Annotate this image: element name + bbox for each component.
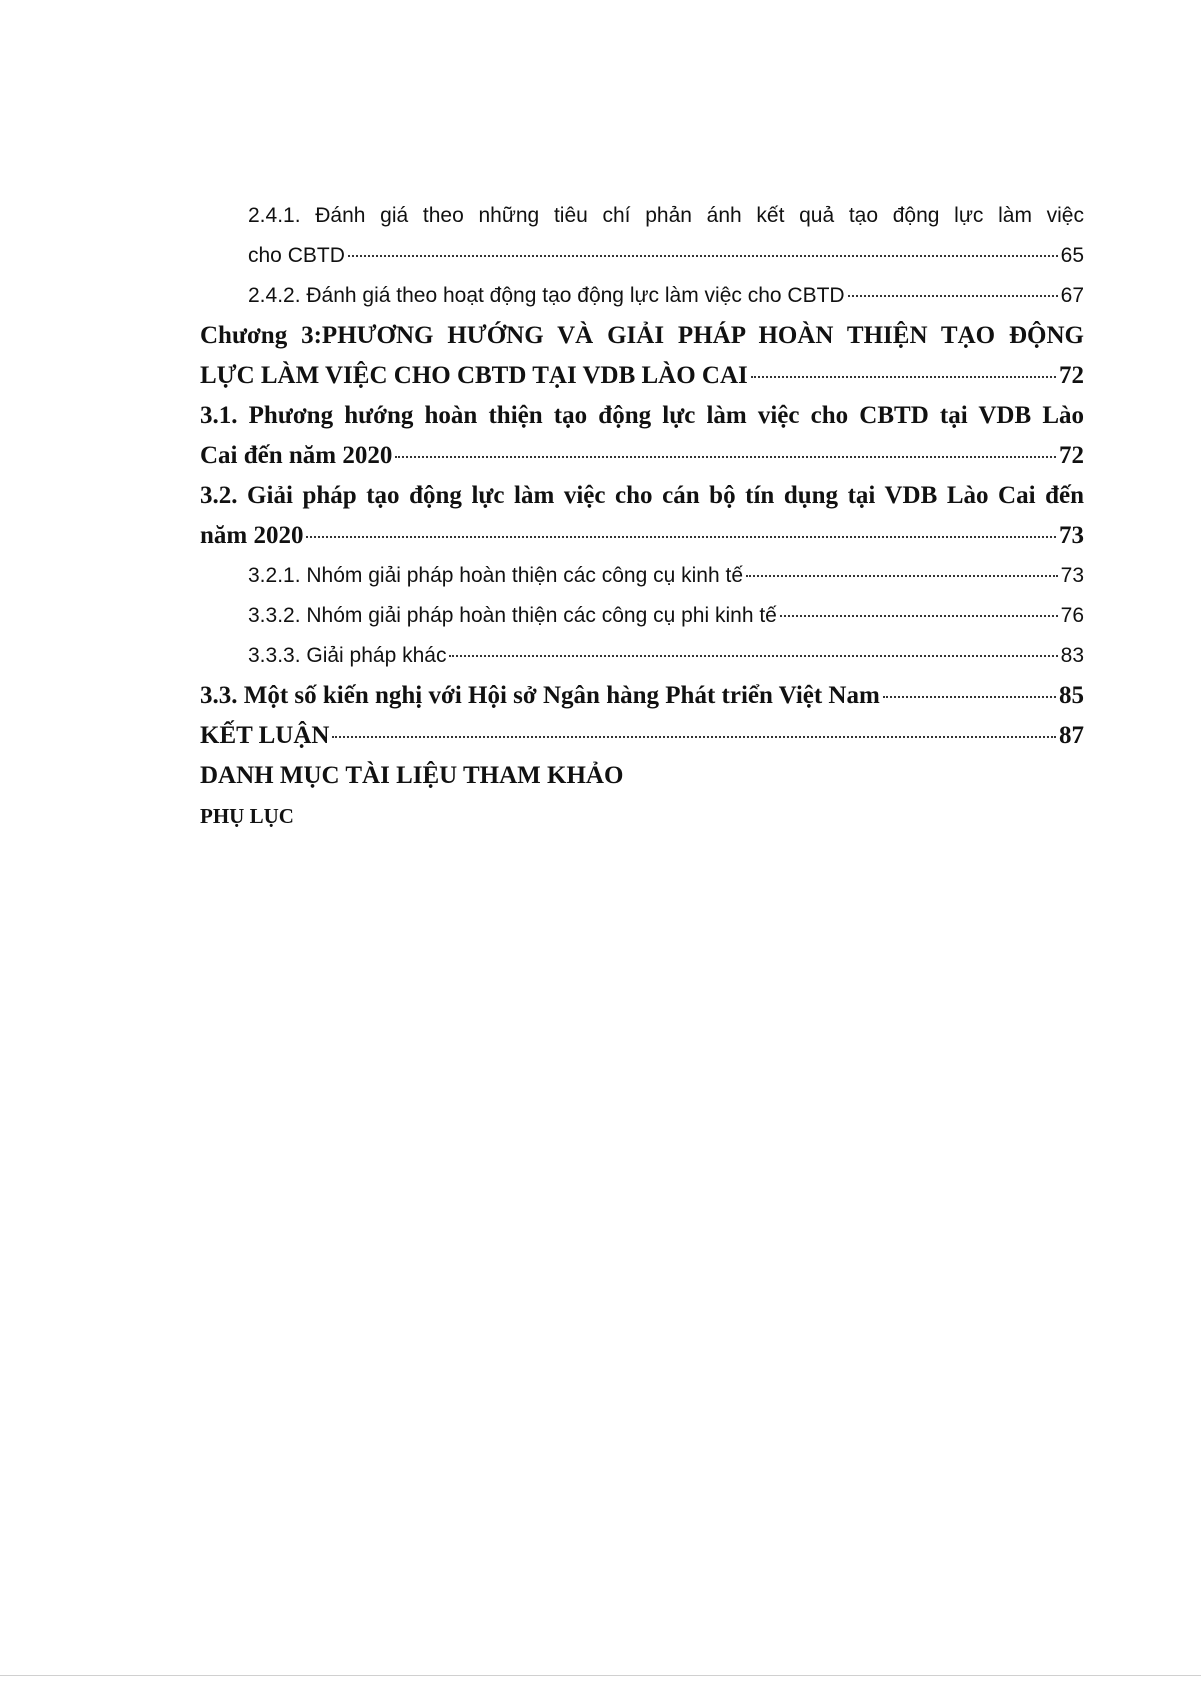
toc-entry-chapter-3[interactable] (200, 316, 1084, 396)
toc-entry-text-cont: LỰC LÀM VIỆC CHO CBTD TẠI VDB LÀO CAI (200, 362, 748, 389)
dot-leader (306, 536, 1056, 538)
toc-entry-3-1[interactable] (200, 396, 1084, 476)
page-number: 85 (1059, 682, 1084, 709)
page-number: 67 (1060, 284, 1084, 307)
toc-entry-references[interactable] (200, 756, 1084, 796)
toc-entry-text: DANH MỤC TÀI LIỆU THAM KHẢO (200, 762, 624, 789)
toc-entry-text: KẾT LUẬN (200, 722, 330, 749)
toc-entry-2-4-2[interactable] (200, 276, 1084, 316)
page-number: 83 (1060, 644, 1084, 667)
toc-entry-text: 3.2. Giải pháp tạo động lực làm việc cho cán bộ tín dụng tại VDB Lào Cai đến (200, 482, 1084, 509)
toc-entry-ket-luan[interactable] (200, 716, 1084, 756)
dot-leader (395, 456, 1056, 458)
toc-entry-text: 2.4.1. Đánh giá theo những tiêu chí phản ánh kết quả tạo động lực làm việc (248, 204, 1084, 227)
toc-entry-3-2[interactable] (200, 476, 1084, 556)
toc-entry-appendix[interactable] (200, 796, 1084, 836)
toc-entry-text: Chương 3:PHƯƠNG HƯỚNG VÀ GIẢI PHÁP HOÀN THIỆN TẠO ĐỘNG (200, 322, 1084, 349)
dot-leader (848, 295, 1058, 297)
toc-entry-text: 2.4.2. Đánh giá theo hoạt động tạo động lực làm việc cho CBTD (248, 284, 845, 307)
page-number: 87 (1059, 722, 1084, 749)
dot-leader (751, 376, 1056, 378)
toc-entry-3-2-1[interactable] (200, 556, 1084, 596)
page-number: 73 (1059, 522, 1084, 549)
toc-entry-text-cont: năm 2020 (200, 522, 304, 549)
toc-entry-text: 3.2.1. Nhóm giải pháp hoàn thiện các công cụ kinh tế (248, 564, 743, 587)
dot-leader (780, 615, 1058, 617)
page-number: 76 (1060, 604, 1084, 627)
toc-entry-text: 3.3.2. Nhóm giải pháp hoàn thiện các công cụ phi kinh tế (248, 604, 777, 627)
toc-entry-text: PHỤ LỤC (200, 804, 294, 828)
toc-entry-3-3-2[interactable] (200, 596, 1084, 636)
toc-entry-text-cont: Cai đến năm 2020 (200, 442, 393, 469)
dot-leader (332, 736, 1056, 738)
toc-entry-text: 3.1. Phương hướng hoàn thiện tạo động lực làm việc cho CBTD tại VDB Lào (200, 402, 1084, 429)
page-number: 73 (1060, 564, 1084, 587)
dot-leader (883, 696, 1056, 698)
dot-leader (449, 655, 1057, 657)
toc-entry-3-3[interactable] (200, 676, 1084, 716)
toc-entry-text: 3.3.3. Giải pháp khác (248, 644, 447, 667)
page-bottom-edge (0, 1675, 1201, 1676)
toc-entry-3-3-3[interactable] (200, 636, 1084, 676)
toc-entry-2-4-1[interactable] (200, 196, 1084, 276)
dot-leader (348, 255, 1058, 257)
toc-entry-text-cont: cho CBTD (248, 244, 345, 267)
toc-entry-text: 3.3. Một số kiến nghị với Hội sở Ngân hàng Phát triển Việt Nam (200, 682, 880, 709)
page-number: 72 (1059, 362, 1084, 389)
dot-leader (746, 575, 1058, 577)
page-number: 72 (1059, 442, 1084, 469)
page-number: 65 (1060, 244, 1084, 267)
table-of-contents (200, 196, 1084, 836)
